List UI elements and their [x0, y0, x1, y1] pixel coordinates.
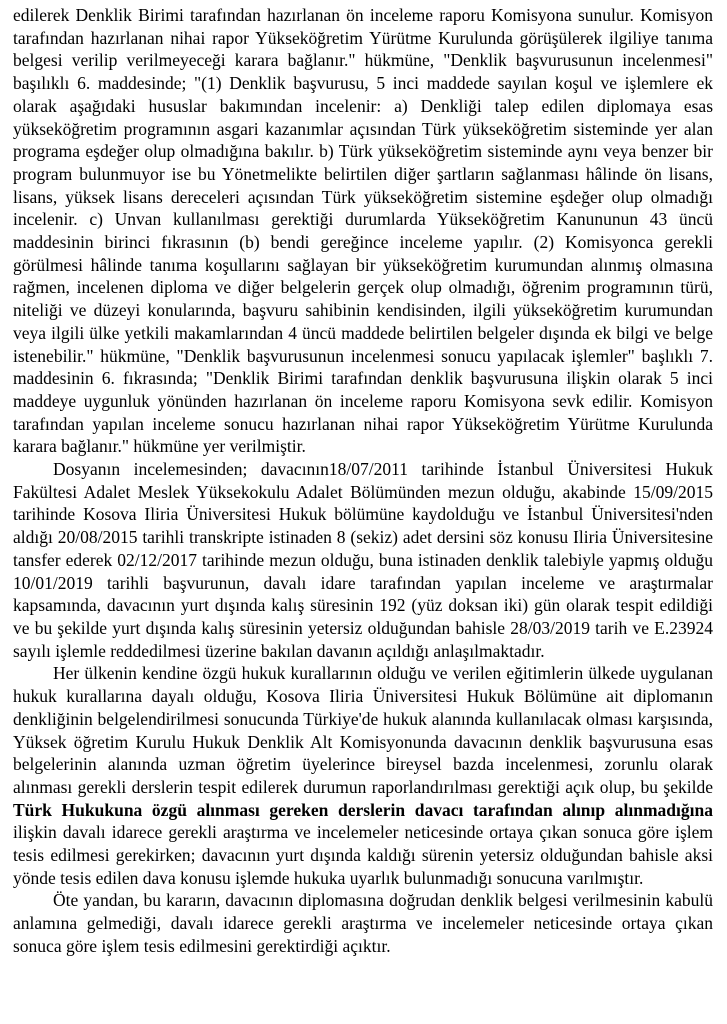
paragraph-case-facts	[13, 458, 713, 662]
paragraph-text: Öte yandan, bu kararın, davacının diplomasına doğrudan denklik belgesi verilmesinin kabulü anlamına gelmediği, davalı idarece gerekli araştırma ve incelemeler neticesinde ortaya çıkan sonuca göre işlem tesis edilmesini gerektirdiği açıktır.	[13, 890, 713, 956]
paragraph-text: edilerek Denklik Birimi tarafından hazırlanan ön inceleme raporu Komisyona sunulur. Komisyon tarafından hazırlanan nihai rapor Yükseköğretim Yürütme Kurulunda görüşülerek ilgiliye tanıma belgesi verilip verilmeyeceği karara bağlanır." hükmüne, "Denklik başvurusunun incelenmesi" başılıklı 6. maddesinde; "(1) Denklik başvurusu, 5 inci maddede sayılan koşul ve işlemlere ek olarak aşağıdaki hususlar bakımından incelenir: a) Denkliği talep edilen diplomaya esas yükseköğretim programının asgari kazanımlar açısından Türk yükseköğretim sisteminde yer alan programa eşdeğer olup olmadığına bakılır. b) Türk yükseköğretim sisteminde aynı veya benzer bir program bulunmuyor ise bu Yönetmelikte belirtilen diğer şartların sağlanması hâlinde ön lisans, lisans, yüksek lisans dereceleri açısından Türk yükseköğretim sistemine eşdeğer olup olmadığı incelenir. c) Unvan kullanılması gerektiği durumlarda Yükseköğretim Kanununun 43 üncü maddesinin birinci fıkrasının (b) bendi gereğince inceleme yapılır. (2) Komisyonca gerekli görülmesi hâlinde tanıma koşullarını sağlayan bir yükseköğretim kurumundan alınmış olmasına rağmen, incelenen diploma ve diğer belgelerin gerçek olup olmadığı, öğrenim programının türü, niteliği ve düzeyi konularında, başvuru sahibinin kendisinden, ilgili yükseköğretim kurumundan veya ilgili ülke yetkili makamlarından 4 üncü maddede belirtilen belgeler dışında ek bilgi ve belge istenebilir." hükmüne, "Denklik başvurusunun incelenmesi sonucu yapılacak işlemler" başlıklı 7. maddesinin 6. fıkrasında; "Denklik Birimi tarafından denklik başvurusuna ilişkin olarak 5 inci maddeye uygunluk yönünden hazırlanan ön inceleme raporu Komisyona sevk edilir. Komisyon tarafından yapılan inceleme sonucu hazırlanan nihai rapor Yükseköğretim Yürütme Kurulunda karara bağlanır." hükmüne yer verilmiştir.	[13, 5, 713, 457]
paragraph-text: Dosyanın incelemesinden; davacının18/07/2011 tarihinde İstanbul Üniversitesi Hukuk Fakültesi Adalet Meslek Yüksekokulu Adalet Bölümünden mezun olduğu, akabinde 15/09/2015 tarihinde Kosova Iliria Üniversitesi Hukuk bölümüne kaydolduğu ve İstanbul Üniversitesi'nden aldığı 20/08/2015 tarihli transkripte istinaden 8 (sekiz) adet dersini söz konusu Iliria Üniversitesine tansfer ederek 02/12/2017 tarihinde mezun olduğu, buna istinaden denklik talebiyle yapmış olduğu 10/01/2019 tarihli başvurunun, davalı idare tarafından yapılan inceleme ve araştırmalar kapsamında, davacının yurt dışında kalış süresinin 192 (yüz doksan iki) gün olarak tespit edildiği ve bu şekilde yurt dışında kalış süresinin yetersiz olduğundan bahisle 28/03/2019 tarih ve E.23924 sayılı işlemle reddedilmesi üzerine bakılan davanın açıldığı anlaşılmaktadır.	[13, 459, 713, 661]
paragraph-court-assessment	[13, 662, 713, 889]
paragraph-text: Her ülkenin kendine özgü hukuk kurallarının olduğu ve verilen eğitimlerin ülkede uygulanan hukuk kurallarına dayalı olduğu, Kosova Iliria Üniversitesi Hukuk Bölümüne ait diplomanın denkliğinin belgelendirilmesi sonucunda Türkiye'de hukuk alanında kullanılacak olması karşısında, Yüksek öğretim Kurulu Hukuk Denklik Alt Komisyonunda davacının denklik başvurusuna esas belgelerinin alanında uzman öğretim üyelerince bireysel bazda incelenmesi, zorunlu olarak alınması gerekli derslerin tespit edilerek durumun raporlandırılması gerektiği açık olup, bu şekilde	[13, 663, 713, 797]
paragraph-regulation-quote	[13, 4, 713, 458]
emphasized-text: Türk Hukukuna özgü alınması gereken derslerin davacı tarafından alınıp alınmadığına	[13, 799, 713, 820]
paragraph-closing-note	[13, 889, 713, 957]
paragraph-text: ilişkin davalı idarece gerekli araştırma ve incelemeler neticesinde ortaya çıkan sonuca göre işlem tesis edilmesi gerekirken; davacının yurt dışında kaldığı sürenin yetersiz olduğundan bahisle aksi yönde tesis edilen dava konusu işlemde hukuka uyarlık bulunmadığı sonucuna varılmıştır.	[13, 822, 713, 888]
